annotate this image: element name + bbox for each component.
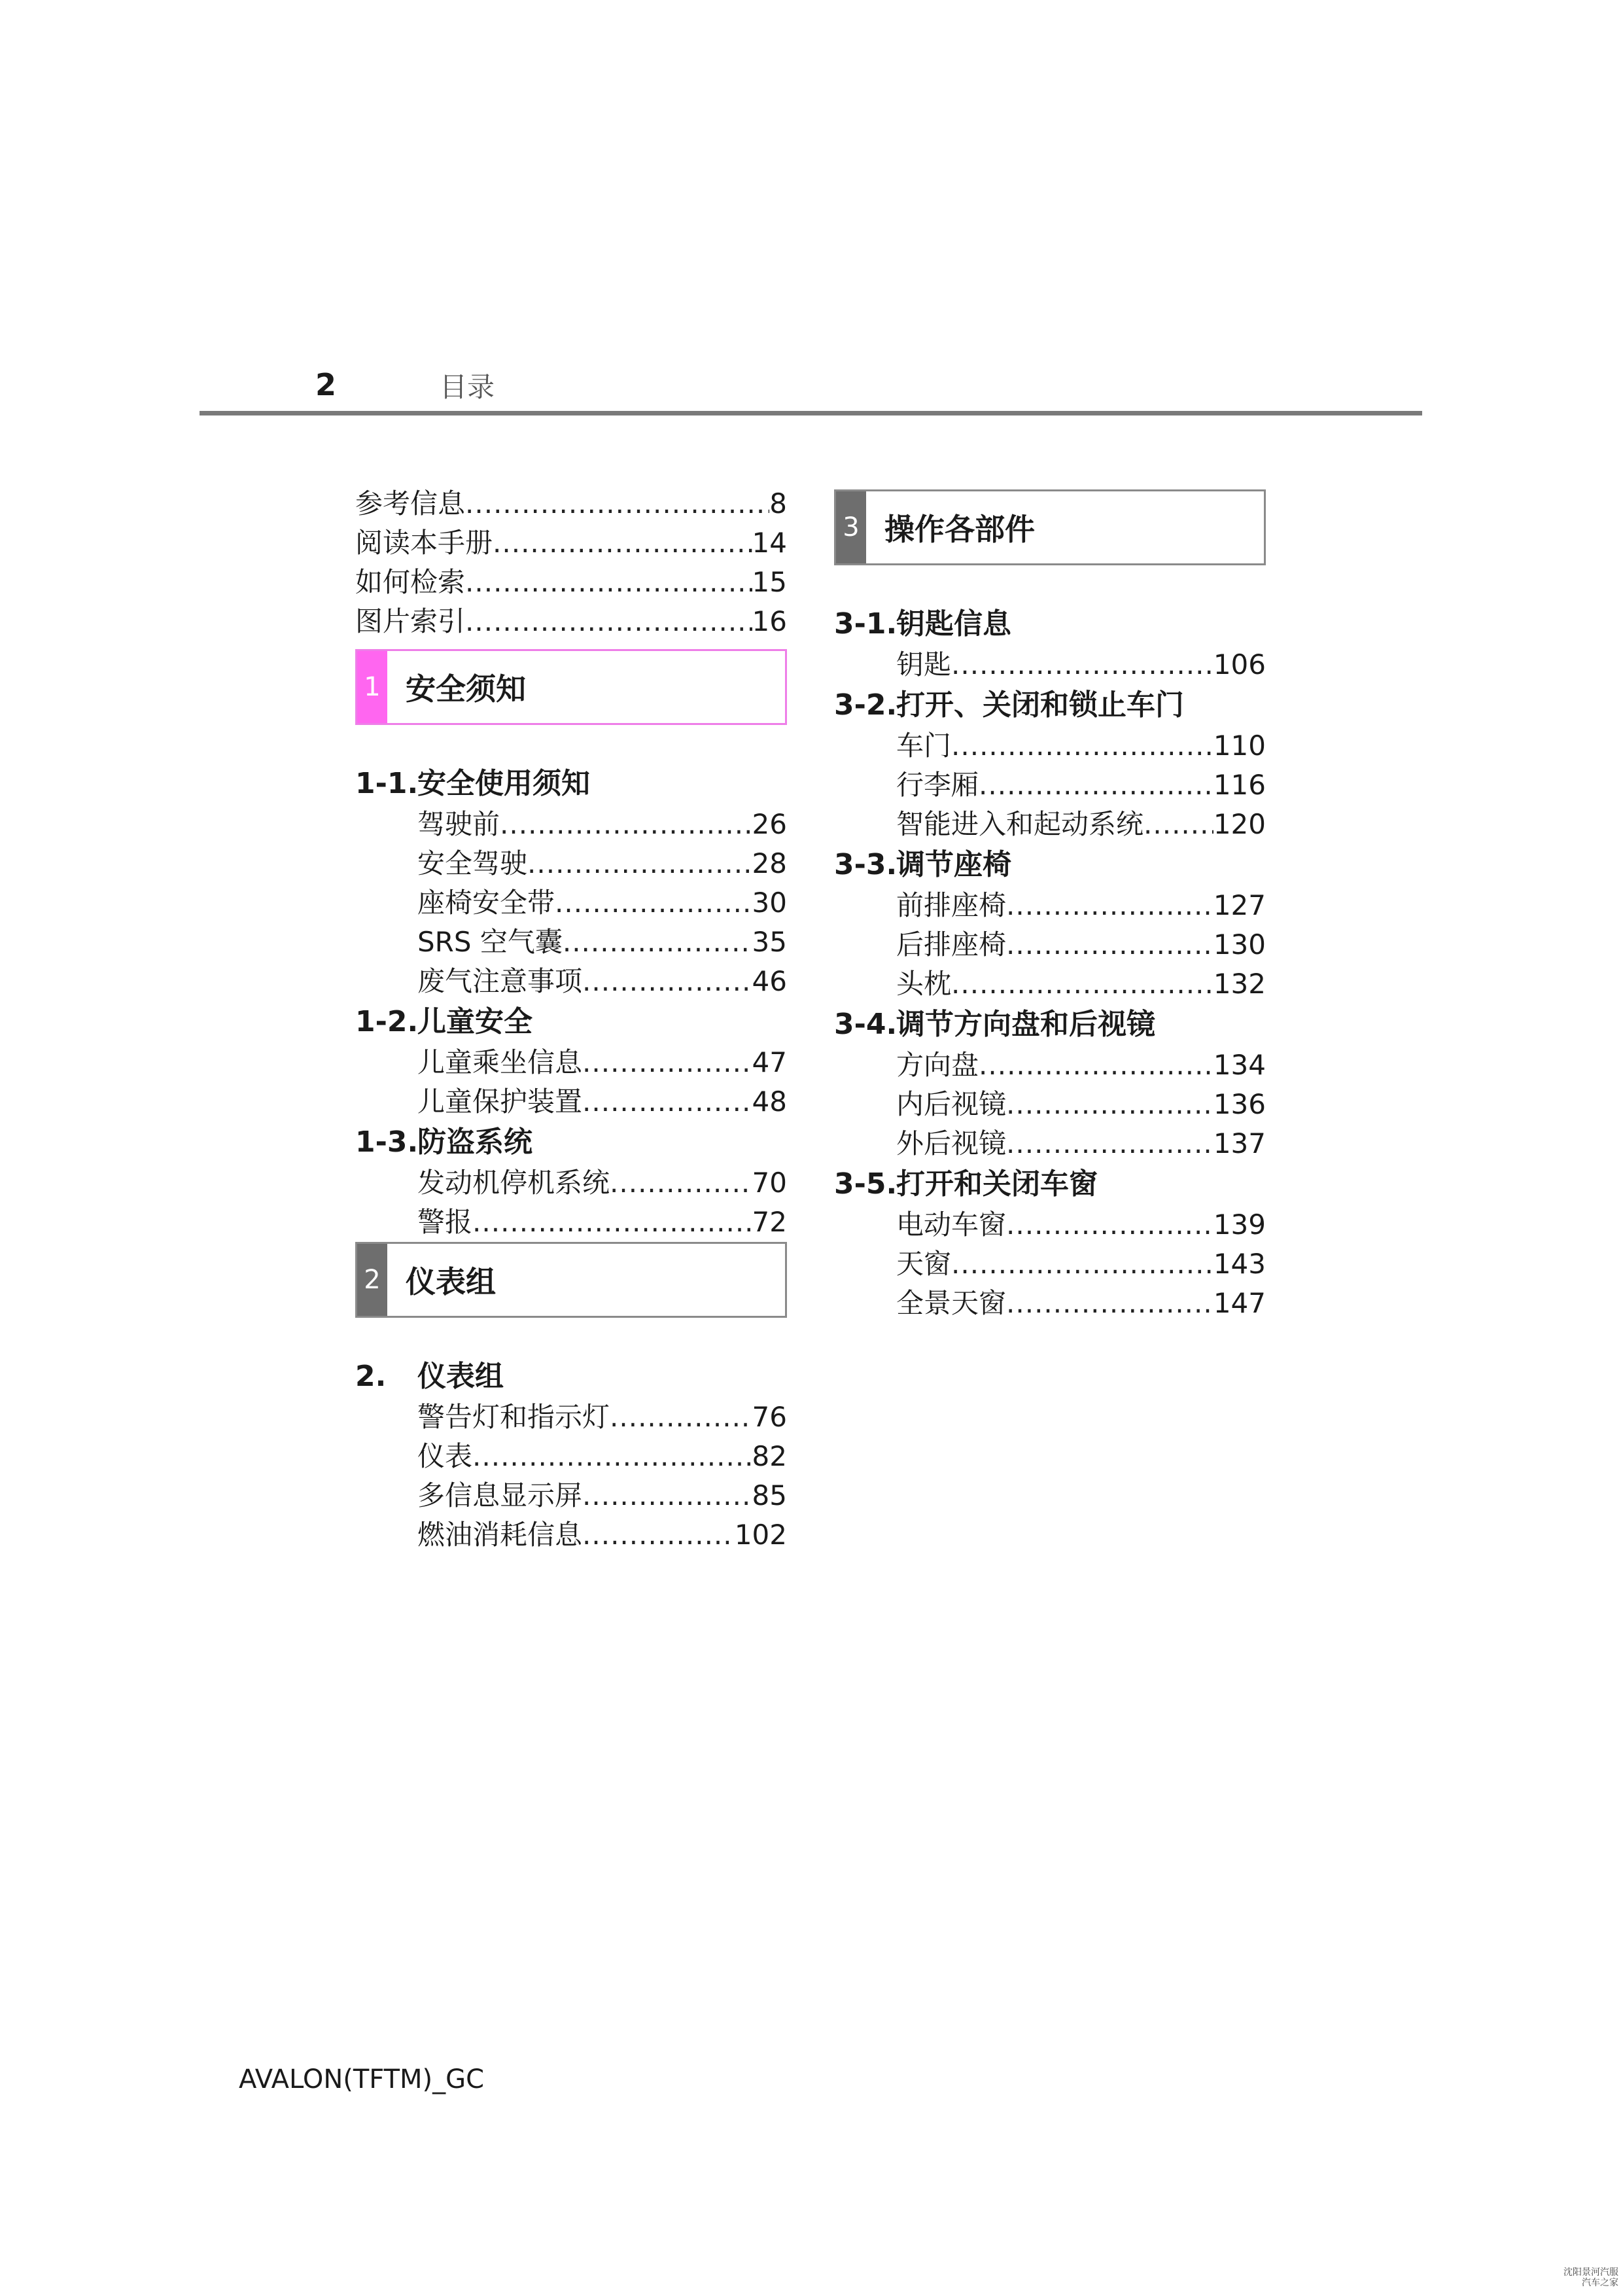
toc-entry[interactable]: 电动车窗 ..... 139 xyxy=(834,1205,1266,1245)
toc-entry[interactable]: 内后视镜 ..... 136 xyxy=(834,1085,1266,1124)
section-heading[interactable]: 3-5. 打开和关闭车窗 xyxy=(834,1167,1098,1201)
toc-entry[interactable]: 前排座椅 ..... 127 xyxy=(834,886,1266,925)
toc-entry[interactable]: 多信息显示屏 ..... 85 xyxy=(355,1476,787,1515)
footer-model-code: AVALON(TFTM)_GC xyxy=(239,2064,485,2094)
chapter-1-title: 安全须知 xyxy=(406,671,526,707)
header-rule xyxy=(200,411,1422,415)
chapter-2-title: 仪表组 xyxy=(406,1264,496,1299)
watermark-line-1: 沈阳景河汽服 xyxy=(1563,2267,1618,2278)
toc-entry[interactable]: SRS 空气囊 ..... 35 xyxy=(355,923,787,962)
chapter-1-tab: 1 xyxy=(357,651,387,723)
toc-entry[interactable]: 发动机停机系统 ..... 70 xyxy=(355,1163,787,1203)
watermark xyxy=(1563,2267,1618,2288)
header-title: 目录 xyxy=(440,371,495,403)
toc-entry[interactable]: 座椅安全带 ..... 30 xyxy=(355,883,787,923)
section-heading[interactable]: 3-4. 调节方向盘和后视镜 xyxy=(834,1008,1155,1041)
toc-entry[interactable]: 仪表 ..... 82 xyxy=(355,1437,787,1476)
toc-right-column xyxy=(834,489,1266,1323)
chapter-3-heading[interactable] xyxy=(834,489,1266,565)
watermark-line-2: 汽车之家 xyxy=(1582,2278,1618,2288)
toc-entry[interactable]: 废气注意事项 ..... 46 xyxy=(355,962,787,1001)
toc-entry[interactable]: 外后视镜 ..... 137 xyxy=(834,1124,1266,1163)
chapter-3-tab: 3 xyxy=(836,491,866,563)
toc-entry[interactable]: 阅读本手册 ..... 14 xyxy=(355,523,787,563)
toc-entry[interactable]: 方向盘 ..... 134 xyxy=(834,1046,1266,1085)
toc-entry[interactable]: 儿童保护装置 ..... 48 xyxy=(355,1082,787,1122)
toc-entry[interactable]: 燃油消耗信息 ..... 102 xyxy=(355,1515,787,1555)
toc-entry[interactable]: 行李厢 ..... 116 xyxy=(834,766,1266,805)
page-number: 2 xyxy=(315,367,337,402)
toc-entry[interactable]: 后排座椅 ..... 130 xyxy=(834,925,1266,964)
toc-entry[interactable]: 参考信息 ..... 8 xyxy=(355,484,787,523)
section-heading[interactable]: 2. 仪表组 xyxy=(355,1360,504,1393)
toc-entry[interactable]: 如何检索 ..... 15 xyxy=(355,563,787,602)
toc-entry[interactable]: 智能进入和起动系统 ..... 120 xyxy=(834,805,1266,844)
toc-entry[interactable]: 钥匙 ..... 106 xyxy=(834,645,1266,684)
toc-entry[interactable]: 驾驶前 ..... 26 xyxy=(355,805,787,844)
toc-entry[interactable]: 头枕 ..... 132 xyxy=(834,964,1266,1004)
toc-entry[interactable]: 天窗 ..... 143 xyxy=(834,1245,1266,1284)
toc-entry[interactable]: 警报 ..... 72 xyxy=(355,1203,787,1242)
section-heading[interactable]: 1-1. 安全使用须知 xyxy=(355,767,590,800)
toc-entry[interactable]: 车门 ..... 110 xyxy=(834,726,1266,766)
section-heading[interactable]: 3-1. 钥匙信息 xyxy=(834,607,1011,641)
toc-entry[interactable]: 安全驾驶 ..... 28 xyxy=(355,844,787,883)
chapter-1-heading[interactable] xyxy=(355,649,787,725)
toc-entry[interactable]: 全景天窗 ..... 147 xyxy=(834,1284,1266,1323)
section-heading[interactable]: 3-3. 调节座椅 xyxy=(834,848,1011,881)
toc-entry[interactable]: 图片索引 ..... 16 xyxy=(355,602,787,641)
toc-entry[interactable]: 儿童乘坐信息 ..... 47 xyxy=(355,1043,787,1082)
toc-entry[interactable]: 警告灯和指示灯 ..... 76 xyxy=(355,1398,787,1437)
section-heading[interactable]: 1-2. 儿童安全 xyxy=(355,1005,532,1038)
section-heading[interactable]: 3-2. 打开、关闭和锁止车门 xyxy=(834,688,1184,722)
toc-left-column xyxy=(355,484,787,1555)
chapter-2-tab: 2 xyxy=(357,1244,387,1316)
section-heading[interactable]: 1-3. 防盗系统 xyxy=(355,1125,532,1159)
chapter-2-heading[interactable] xyxy=(355,1242,787,1318)
chapter-3-title: 操作各部件 xyxy=(884,512,1035,547)
